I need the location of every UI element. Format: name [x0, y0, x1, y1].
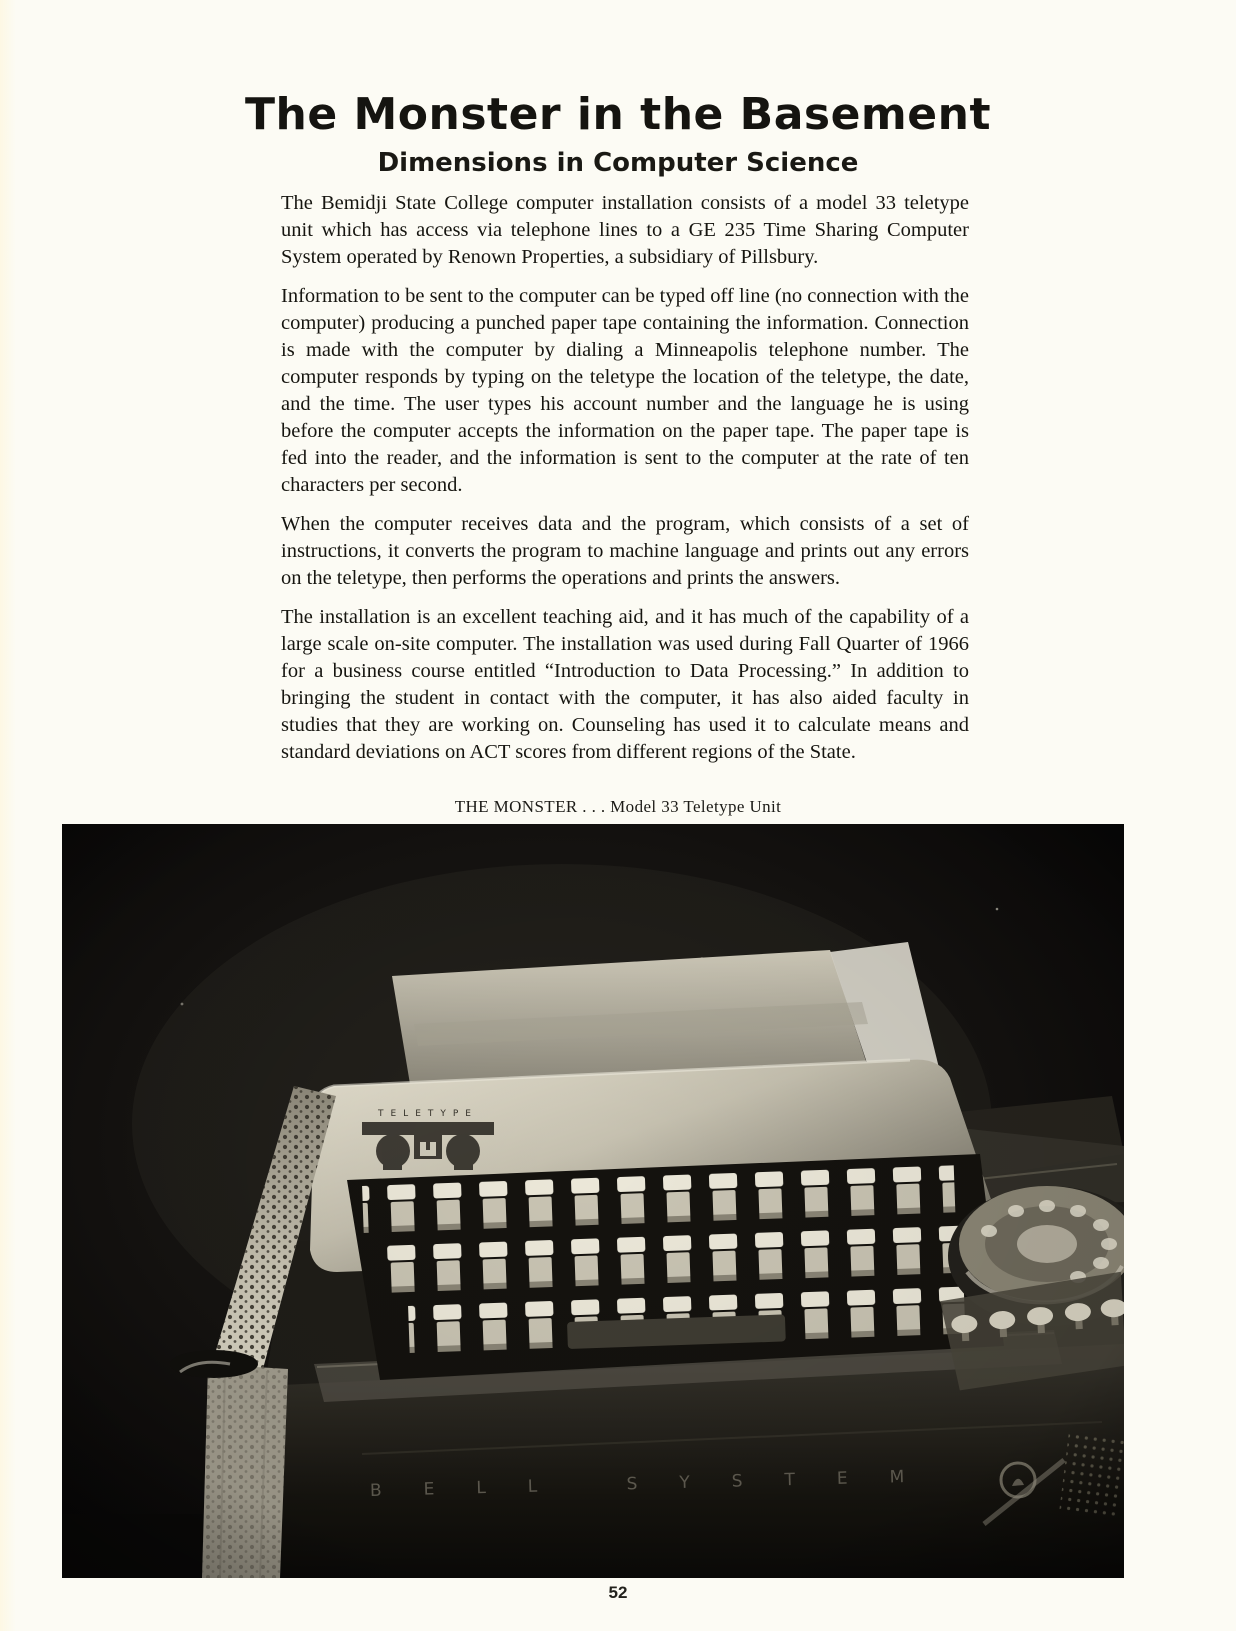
photo-vignette	[62, 824, 1124, 1578]
page-subtitle: Dimensions in Computer Science	[377, 147, 859, 178]
body-paragraph-3: When the computer receives data and the program, which consists of a set of instructions, it converts the program to machine language and prints out any errors on the teletype, then performs the operations and prints the answers.	[281, 513, 969, 589]
photo-caption: THE MONSTER . . . Model 33 Teletype Unit	[454, 797, 782, 816]
teletype-photo-illustration	[62, 824, 1124, 1578]
body-paragraph-4: The installation is an excellent teaching aid, and it has much of the capability of a large scale on-site computer. The installation was used during Fall Quarter of 1966 for a business course entitled “Introduction to Data Processing.” In addition to bringing the student in contact with the computer, it has also aided faculty in studies that they are working on. Counseling has used it to calculate means and standard deviations on ACT scores from different regions of the State.	[281, 606, 969, 763]
photo	[62, 824, 1124, 1578]
page-number: 52	[608, 1583, 628, 1602]
body-paragraph-2: Information to be sent to the computer can be typed off line (no connection with the computer) producing a punched paper tape containing the information. Connection is made with the computer by dialing a Minneapolis telephone number. The computer responds by typing on the teletype the location of the teletype, the date, and the time. The user types his account number and the language he is using before the computer accepts the information on the paper tape. The paper tape is fed into the reader, and the information is sent to the computer at the rate of ten characters per second.	[281, 285, 969, 496]
page-title: The Monster in the Basement	[245, 89, 991, 141]
body-paragraph-1: The Bemidji State College computer installation consists of a model 33 teletype unit which has access via telephone lines to a GE 235 Time Sharing Computer System operated by Renown Properties, a subsidiary of Pillsbury.	[281, 192, 969, 268]
body-text-column	[281, 190, 969, 778]
